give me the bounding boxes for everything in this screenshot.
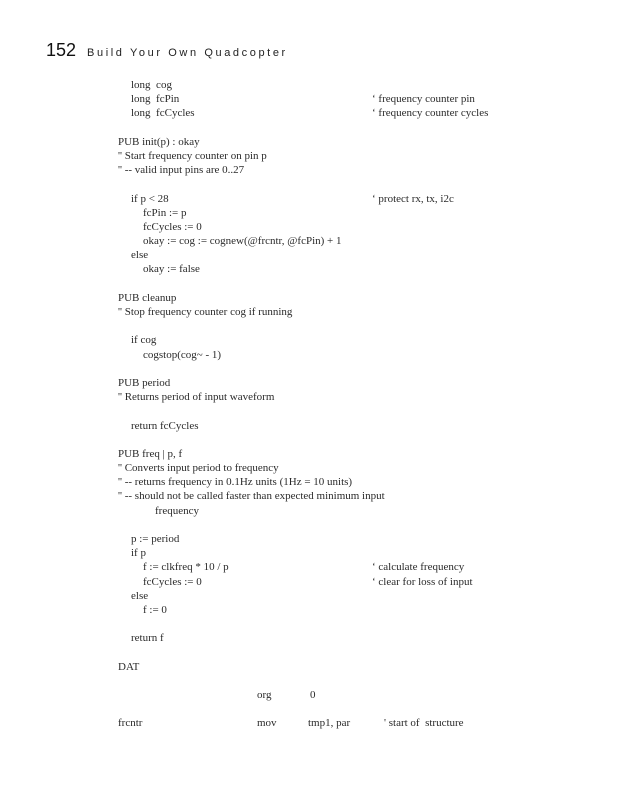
- book-title: Build Your Own Quadcopter: [87, 47, 288, 59]
- code-text: if p: [131, 547, 146, 560]
- code-text: if cog: [131, 334, 157, 347]
- code-text: '' Stop frequency counter cog if running: [118, 306, 293, 318]
- code-line: [0, 589, 634, 603]
- code-line: [0, 617, 634, 631]
- code-text: fcCycles := 0: [143, 575, 202, 588]
- code-text: long fcCycles: [131, 107, 195, 120]
- code-line: [0, 149, 634, 163]
- code-line: [0, 447, 634, 461]
- code-line: [0, 575, 634, 589]
- code-line: [0, 163, 634, 177]
- code-line: [0, 106, 634, 120]
- code-text: long cog: [131, 79, 172, 91]
- code-line: [0, 702, 634, 716]
- code-line: [0, 348, 634, 362]
- code-text: frcntr: [118, 717, 143, 730]
- code-line: [0, 248, 634, 262]
- code-line: [0, 78, 634, 92]
- code-line: [0, 489, 634, 503]
- code-line: [0, 532, 634, 546]
- code-line: [0, 206, 634, 220]
- code-line: [0, 603, 634, 617]
- code-line: [0, 433, 634, 447]
- code-text: cogstop(cog~ - 1): [143, 348, 222, 361]
- code-line: [0, 234, 634, 248]
- code-line: [0, 277, 634, 291]
- code-text: '' Start frequency counter on pin p: [118, 149, 267, 162]
- code-line: [0, 461, 634, 475]
- code-line: [0, 390, 634, 404]
- code-text: fcCycles := 0: [143, 220, 202, 233]
- code-line: [0, 646, 634, 660]
- code-line: [0, 291, 634, 305]
- code-line: [0, 546, 634, 560]
- code-text: else: [131, 249, 149, 262]
- code-line: [0, 362, 634, 376]
- code-operand: tmp1, par: [308, 717, 351, 730]
- code-text: else: [131, 589, 149, 602]
- code-text: PUB period: [118, 376, 171, 389]
- code-line: [0, 262, 634, 276]
- code-text: PUB cleanup: [118, 291, 177, 304]
- page-header: [46, 40, 288, 62]
- code-line: [0, 688, 634, 702]
- code-comment: ' start of structure: [384, 717, 464, 730]
- code-line: [0, 319, 634, 333]
- code-text: org: [257, 689, 272, 702]
- code-text: '' -- should not be called faster than expected minimum input: [118, 490, 385, 503]
- page-number: 152: [46, 40, 77, 60]
- code-line: [0, 716, 634, 730]
- code-comment: ‘ clear for loss of input: [372, 575, 473, 588]
- code-comment: ‘ protect rx, tx, i2c: [372, 192, 454, 205]
- code-text: '' Returns period of input waveform: [118, 391, 275, 404]
- code-text: f := 0: [143, 603, 167, 616]
- code-line: [0, 419, 634, 433]
- code-text: '' -- valid input pins are 0..27: [118, 164, 245, 177]
- code-text: frequency: [155, 504, 199, 517]
- code-text: return f: [131, 632, 164, 645]
- code-line: [0, 404, 634, 418]
- code-text: okay := false: [143, 263, 200, 276]
- code-line: [0, 376, 634, 390]
- code-line: [0, 674, 634, 688]
- code-comment: ‘ frequency counter cycles: [372, 107, 489, 120]
- code-text: if p < 28: [131, 192, 169, 205]
- code-line: [0, 475, 634, 489]
- code-line: [0, 518, 634, 532]
- code-text: '' Converts input period to frequency: [118, 462, 279, 475]
- code-comment: ‘ frequency counter pin: [372, 93, 475, 106]
- code-comment: ‘ calculate frequency: [372, 561, 465, 574]
- code-line: [0, 135, 634, 149]
- code-line: [0, 177, 634, 191]
- code-text: long fcPin: [131, 93, 180, 106]
- code-line: [0, 305, 634, 319]
- code-line: [0, 631, 634, 645]
- code-text: DAT: [118, 660, 140, 673]
- code-text: PUB freq | p, f: [118, 447, 183, 460]
- code-line: [0, 560, 634, 574]
- code-line: [0, 220, 634, 234]
- code-line: [0, 92, 634, 106]
- code-text: p := period: [131, 533, 180, 545]
- code-text: PUB init(p) : okay: [118, 135, 200, 148]
- code-text: f := clkfreq * 10 / p: [143, 561, 229, 574]
- code-text: return fcCycles: [131, 419, 199, 432]
- code-line: [0, 660, 634, 674]
- code-line: [0, 121, 634, 135]
- code-line: [0, 192, 634, 206]
- code-text: '' -- returns frequency in 0.1Hz units (1Hz = 10 units): [118, 476, 353, 489]
- code-text: fcPin := p: [143, 206, 187, 219]
- code-comment: mov: [257, 717, 277, 730]
- code-comment: 0: [310, 689, 316, 702]
- code-text: okay := cog := cognew(@frcntr, @fcPin) + 1: [143, 235, 342, 248]
- code-line: [0, 504, 634, 518]
- code-line: [0, 333, 634, 347]
- code-listing: [0, 78, 634, 731]
